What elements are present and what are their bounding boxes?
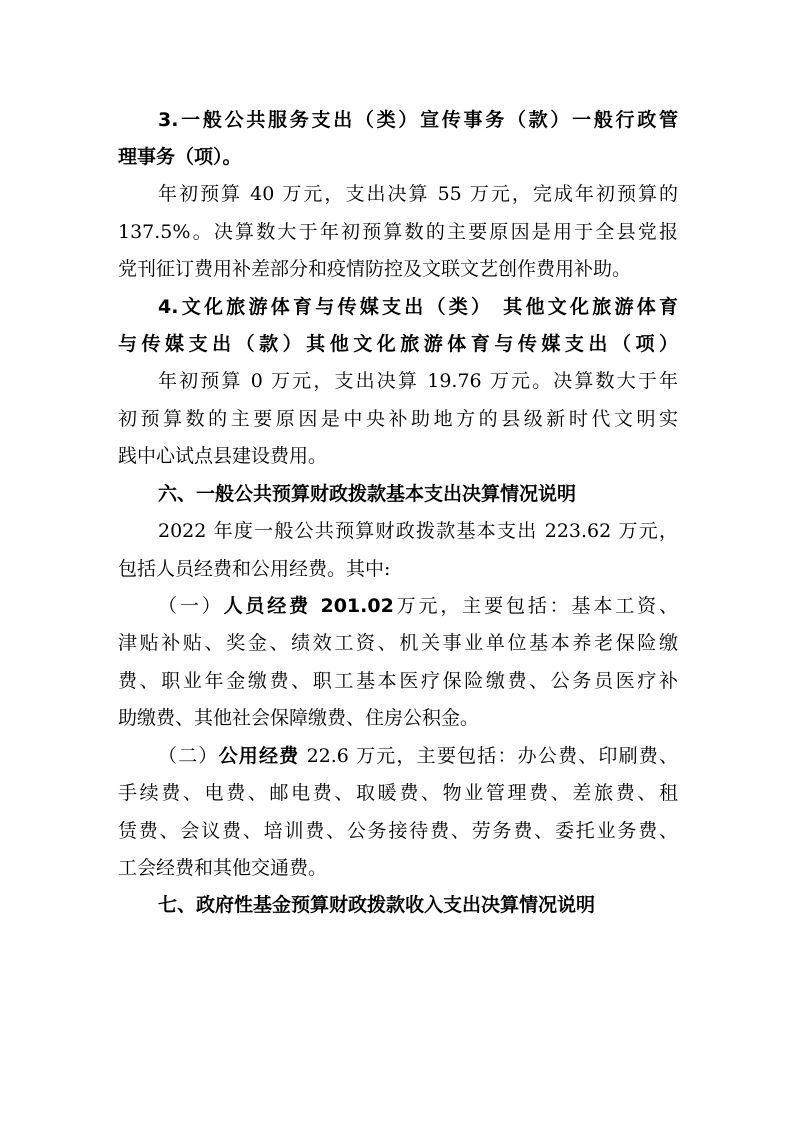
item2-line2: 手续费、电费、邮电费、取暖费、物业管理费、差旅费、租 bbox=[118, 782, 678, 804]
section4-paragraph-line3: 践中心试点县建设费用。 bbox=[118, 445, 328, 467]
item1-rest: 万元，主要包括：基本工资、 bbox=[393, 595, 678, 617]
item1-prefix: （一） bbox=[158, 595, 224, 617]
item1-line4: 助缴费、其他社会保障缴费、住房公积金。 bbox=[118, 707, 480, 729]
section6-paragraph-line2: 包括人员经费和公用经费。其中: bbox=[118, 558, 391, 580]
section4-title-line2: 与传媒支出（款）其他文化旅游体育与传媒支出（项） bbox=[118, 333, 678, 355]
item2-line1 bbox=[158, 743, 678, 769]
item2-rest: 22.6 万元，主要包括：办公费、印刷费、 bbox=[299, 745, 678, 767]
section4-title-line1: 4.文化旅游体育与传媒支出（类） 其他文化旅游体育 bbox=[158, 296, 678, 318]
section3-paragraph-line1: 年初预算 40 万元，支出决算 55 万元，完成年初预算的 bbox=[158, 183, 678, 205]
section6-heading: 六、一般公共预算财政拨款基本支出决算情况说明 bbox=[158, 483, 577, 505]
section3-title-line1: 3.一般公共服务支出（类）宣传事务（款）一般行政管 bbox=[158, 109, 678, 131]
item2-prefix: （二） bbox=[158, 745, 219, 767]
item1-line1 bbox=[158, 593, 678, 619]
item1-line2: 津贴补贴、奖金、绩效工资、机关事业单位基本养老保险缴 bbox=[118, 632, 678, 654]
item2-line3: 赁费、会议费、培训费、公务接待费、劳务费、委托业务费、 bbox=[118, 820, 678, 842]
item1-line3: 费、职业年金缴费、职工基本医疗保险缴费、公务员医疗补 bbox=[118, 670, 678, 692]
section4-paragraph-line1: 年初预算 0 万元，支出决算 19.76 万元。决算数大于年 bbox=[158, 370, 678, 392]
item2-bold-label: 公用经费 bbox=[218, 745, 300, 767]
section7-heading: 七、政府性基金预算财政拨款收入支出决算情况说明 bbox=[158, 894, 596, 916]
section6-paragraph-line1: 2022 年度一般公共预算财政拨款基本支出 223.62 万元， bbox=[158, 520, 678, 542]
section3-title-line2: 理事务（项）。 bbox=[118, 146, 242, 168]
item1-bold-label: 人员经费 201.02 bbox=[223, 595, 394, 617]
section4-paragraph-line2: 初预算数的主要原因是中央补助地方的县级新时代文明实 bbox=[118, 408, 678, 430]
item2-line4: 工会经费和其他交通费。 bbox=[118, 857, 328, 879]
section3-paragraph-line3: 党刊征订费用补差部分和疫情防控及文联文艺创作费用补助。 bbox=[118, 258, 632, 280]
section3-paragraph-line2: 137.5%。决算数大于年初预算数的主要原因是用于全县党报 bbox=[118, 221, 678, 243]
